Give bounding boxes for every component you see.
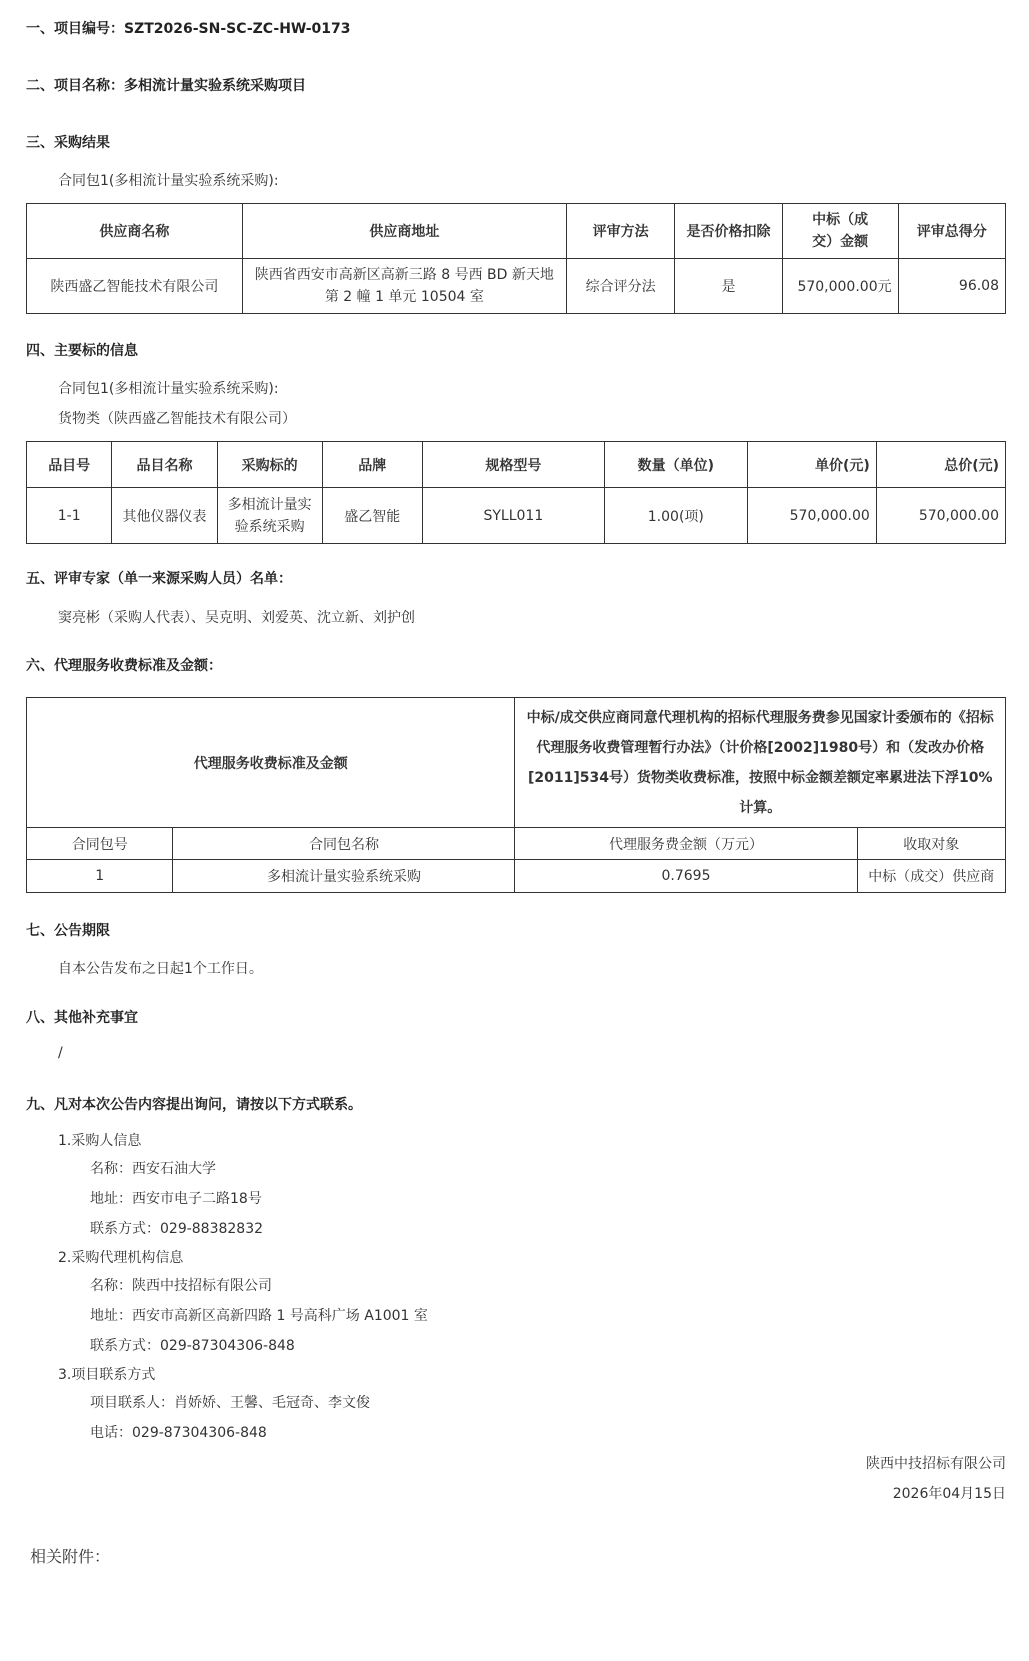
table-header-row <box>27 204 1006 259</box>
table-header: 是否价格扣除 <box>675 204 782 259</box>
other-matters-heading: 八、其他补充事宜 <box>26 1010 138 1026</box>
project-contact-label: 3.项目联系方式 <box>58 1367 156 1383</box>
project-name-heading: 二、项目名称：多相流计量实验系统采购项目 <box>26 78 306 94</box>
table-cell: 1 <box>27 860 173 893</box>
table-cell: 多相流计量实验系统采购 <box>173 860 515 893</box>
table-header: 品目号 <box>27 442 112 488</box>
table-cell: 是 <box>675 259 782 314</box>
table-header: 收取对象 <box>857 828 1005 860</box>
table-header: 采购标的 <box>217 442 322 488</box>
table-header: 品牌 <box>322 442 422 488</box>
table-cell: 中标（成交）供应商 <box>857 860 1005 893</box>
table-header: 合同包名称 <box>173 828 515 860</box>
table-header: 单价(元) <box>747 442 876 488</box>
purchaser-info-label: 1.采购人信息 <box>58 1133 142 1149</box>
result-heading: 三、采购结果 <box>26 135 110 151</box>
project-contacts: 项目联系人：肖娇娇、王馨、毛冠奇、李文俊 <box>90 1395 370 1411</box>
table-header: 品目名称 <box>112 442 217 488</box>
fee-standard-description: 中标/成交供应商同意代理机构的招标代理服务费参见国家计委颁布的《招标代理服务收费管理暂行办法》（计价格[2002]1980号）和（发改办价格[2011]534号）货物类收费标准，按照中标金额差额定率累进法下浮10%计算。 <box>515 698 1006 828</box>
table-row <box>27 488 1006 544</box>
attachments-label: 相关附件： <box>30 1547 111 1566</box>
agency-name: 名称：陕西中技招标有限公司 <box>90 1278 272 1294</box>
main-items-heading: 四、主要标的信息 <box>26 343 138 359</box>
signature-date: 2026年04月15日 <box>892 1486 1006 1502</box>
table-header: 供应商地址 <box>242 204 566 259</box>
agency-info-label: 2.采购代理机构信息 <box>58 1250 184 1266</box>
table-cell: 盛乙智能 <box>322 488 422 544</box>
signature-organization: 陕西中技招标有限公司 <box>866 1456 1006 1472</box>
table-cell: 570,000.00元 <box>782 259 898 314</box>
project-number-heading: 一、项目编号：SZT2026-SN-SC-ZC-HW-0173 <box>26 21 351 37</box>
purchaser-name: 名称：西安石油大学 <box>90 1161 216 1177</box>
result-package-label: 合同包1(多相流计量实验系统采购): <box>58 173 279 189</box>
supplier-table <box>26 203 1006 314</box>
table-row <box>27 259 1006 314</box>
table-header: 中标（成交）金额 <box>782 204 898 259</box>
table-cell: 570,000.00 <box>876 488 1005 544</box>
contact-heading: 九、凡对本次公告内容提出询问，请按以下方式联系。 <box>26 1097 362 1113</box>
purchaser-phone: 联系方式：029-88382832 <box>90 1221 264 1237</box>
table-header: 数量（单位) <box>604 442 747 488</box>
table-header: 规格型号 <box>422 442 604 488</box>
project-phone: 电话：029-87304306-848 <box>90 1425 267 1441</box>
table-row <box>27 860 1006 893</box>
table-cell: 陕西省西安市高新区高新三路 8 号西 BD 新天地第 2 幢 1 单元 10504 室 <box>242 259 566 314</box>
table-cell: 陕西盛乙智能技术有限公司 <box>27 259 243 314</box>
table-header: 代理服务费金额（万元） <box>515 828 857 860</box>
table-header: 评审总得分 <box>898 204 1005 259</box>
fee-standard-label: 代理服务收费标准及金额 <box>27 698 515 828</box>
table-cell: 570,000.00 <box>747 488 876 544</box>
agency-phone: 联系方式：029-87304306-848 <box>90 1338 295 1354</box>
table-cell: 1-1 <box>27 488 112 544</box>
items-table <box>26 441 1006 544</box>
notice-period-heading: 七、公告期限 <box>26 923 110 939</box>
table-header-row <box>27 442 1006 488</box>
table-header: 合同包号 <box>27 828 173 860</box>
agency-address: 地址：西安市高新区高新四路 1 号高科广场 A1001 室 <box>90 1308 428 1324</box>
table-header: 供应商名称 <box>27 204 243 259</box>
fee-heading: 六、代理服务收费标准及金额： <box>26 658 222 674</box>
purchaser-address: 地址：西安市电子二路18号 <box>90 1191 262 1207</box>
table-cell: 0.7695 <box>515 860 857 893</box>
table-header: 总价(元) <box>876 442 1005 488</box>
table-cell: 多相流计量实验系统采购 <box>217 488 322 544</box>
table-header-row <box>27 828 1006 860</box>
experts-heading: 五、评审专家（单一来源采购人员）名单： <box>26 571 292 587</box>
experts-list: 窦亮彬（采购人代表）、吴克明、刘爱英、沈立新、刘护创 <box>58 610 415 626</box>
fee-table <box>26 697 1006 893</box>
table-cell: 1.00(项) <box>604 488 747 544</box>
table-cell: 其他仪器仪表 <box>112 488 217 544</box>
items-type-label: 货物类（陕西盛乙智能技术有限公司） <box>58 411 296 427</box>
table-cell: SYLL011 <box>422 488 604 544</box>
table-cell: 综合评分法 <box>566 259 674 314</box>
table-header: 评审方法 <box>566 204 674 259</box>
items-package-label: 合同包1(多相流计量实验系统采购): <box>58 381 279 397</box>
other-matters-text: / <box>58 1045 63 1061</box>
table-cell: 96.08 <box>898 259 1005 314</box>
fee-standard-row <box>27 698 1006 828</box>
notice-period-text: 自本公告发布之日起1个工作日。 <box>58 961 263 977</box>
